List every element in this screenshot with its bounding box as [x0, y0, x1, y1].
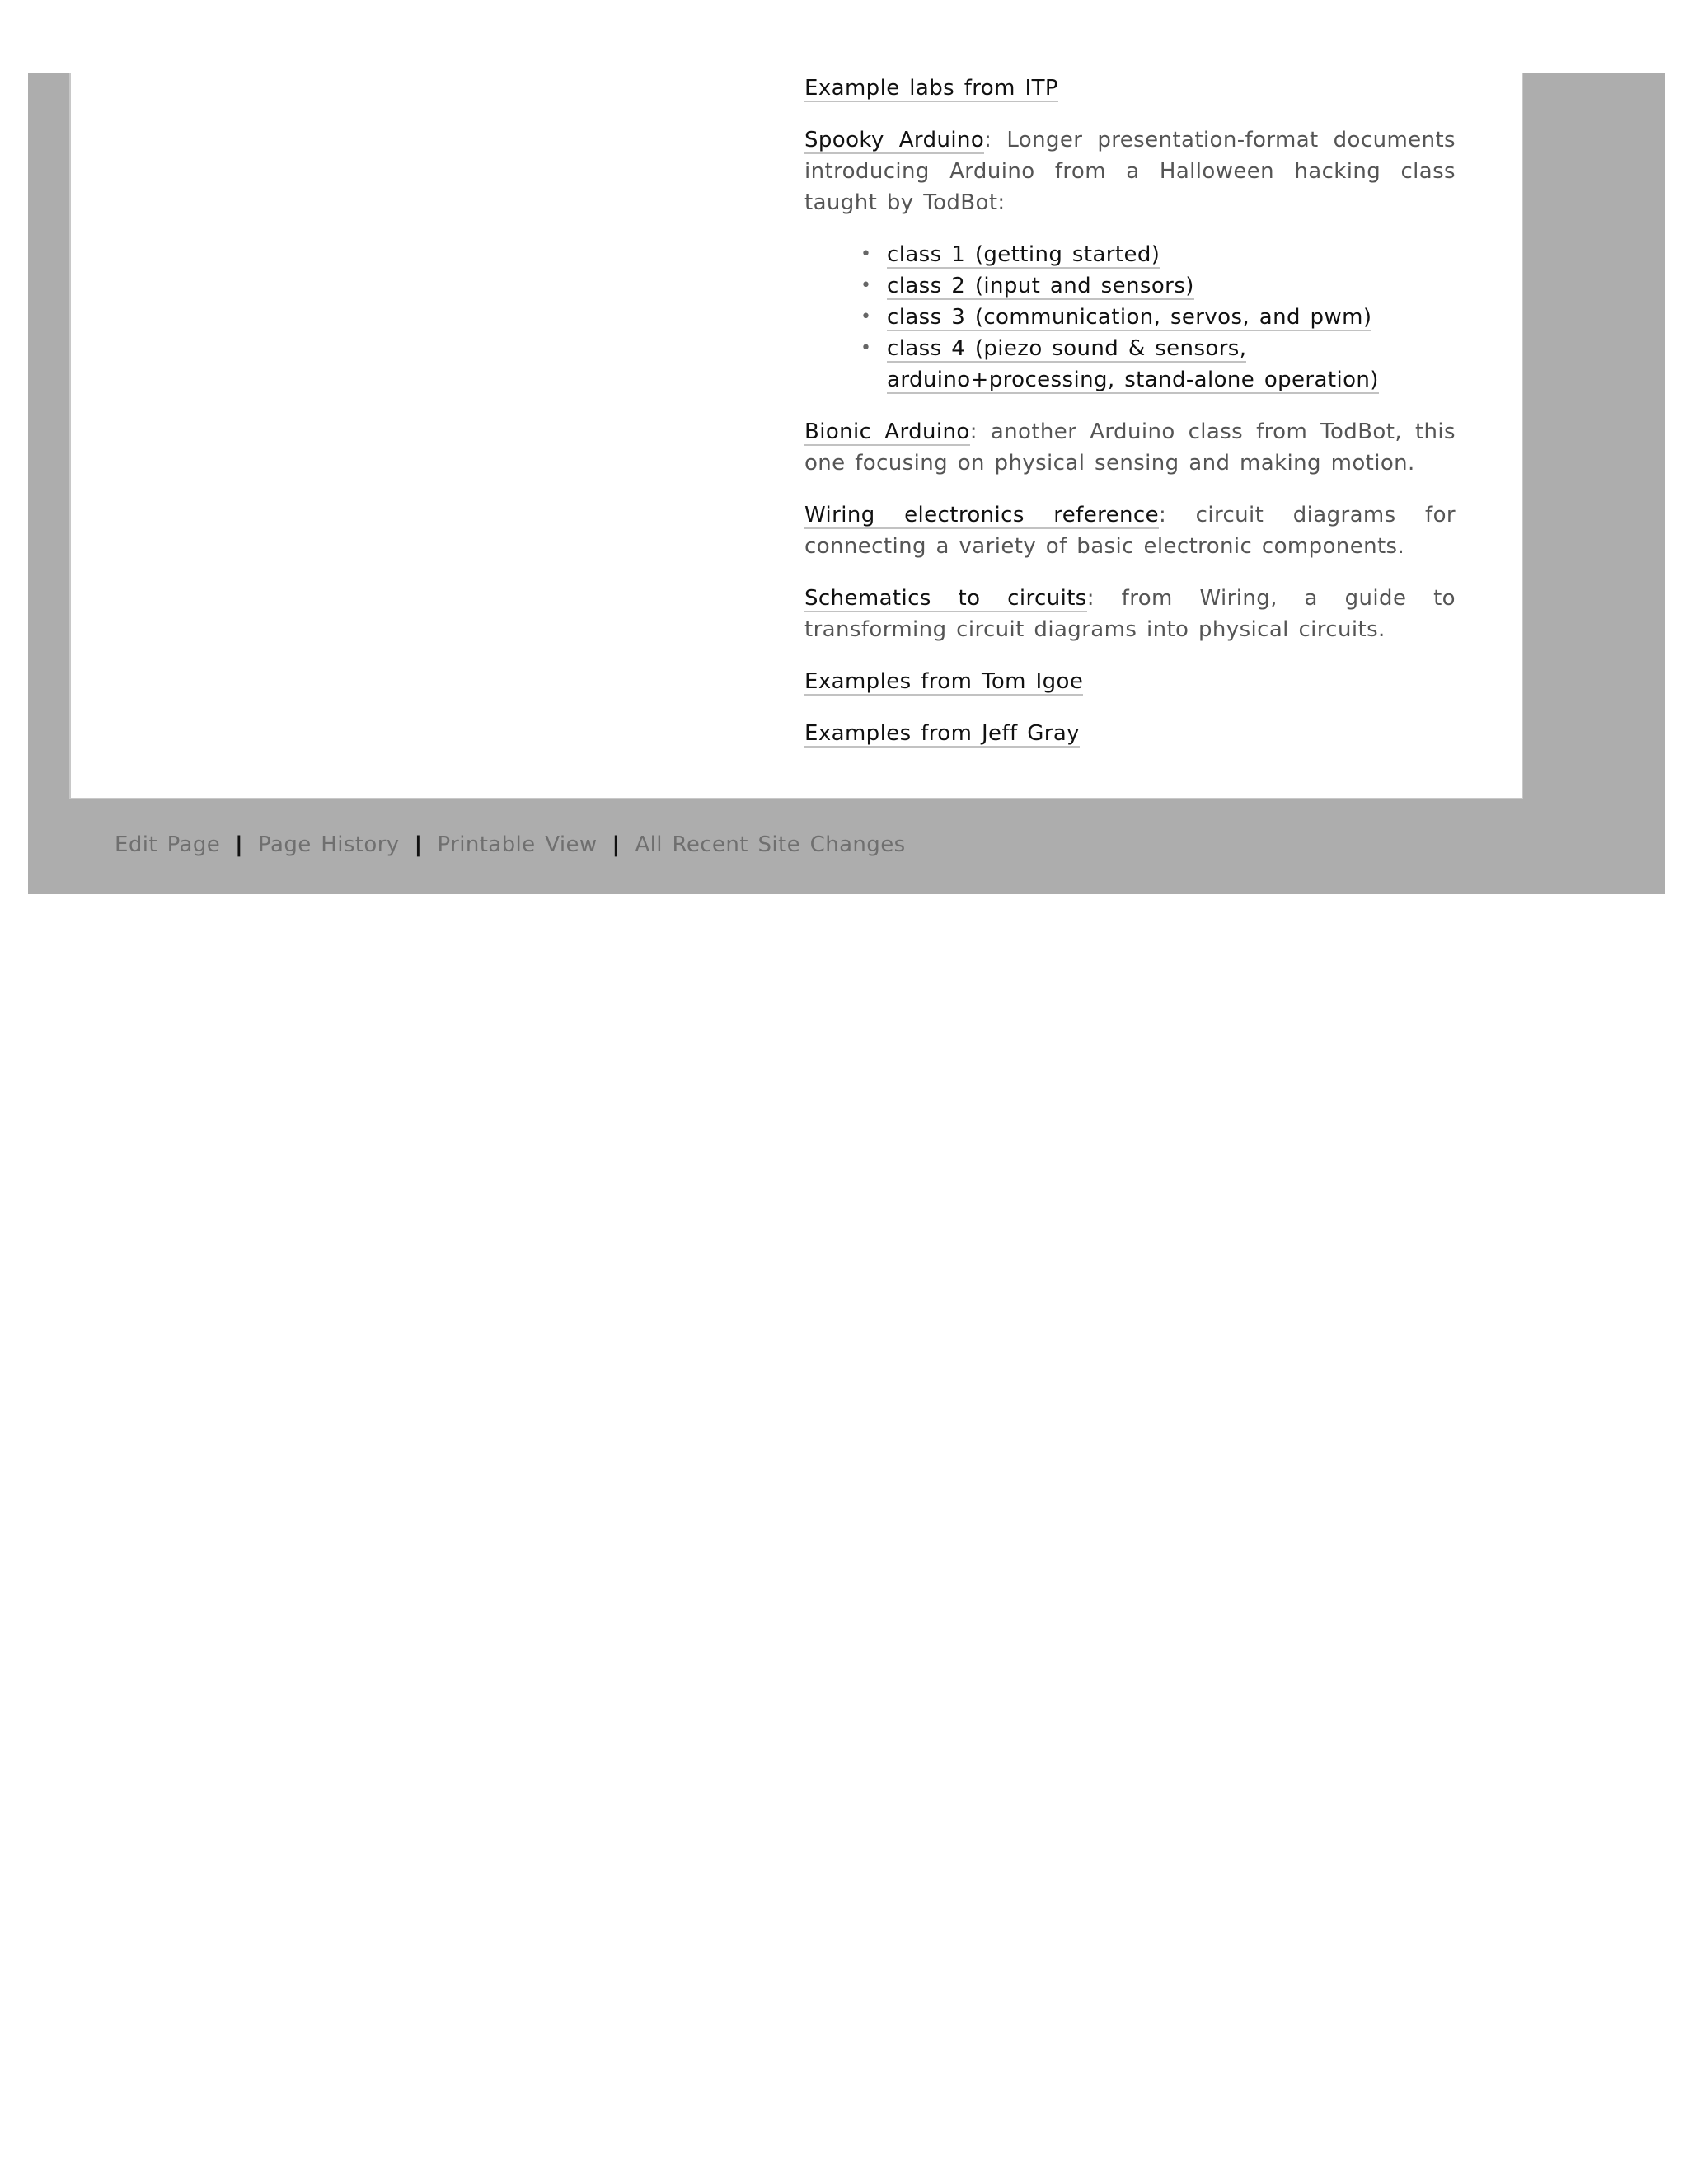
class-4-link[interactable]: class 4 (piezo sound & sensors, arduino+processing, stand-alone operation) — [887, 336, 1379, 392]
bullet-icon: • — [860, 244, 872, 265]
wiring-description: : circuit diagrams for connecting a variety of basic electronic components. — [804, 503, 1456, 559]
spooky-paragraph — [804, 124, 1456, 218]
bullet-icon: • — [860, 275, 872, 296]
class-2-link[interactable]: class 2 (input and sensors) — [887, 274, 1194, 298]
jeff-gray-paragraph — [804, 718, 1456, 749]
schematics-description: : from Wiring, a guide to transforming circuit diagrams into physical circuits. — [804, 586, 1456, 642]
spooky-description: : Longer presentation-format documents introducing Arduino from a Halloween hacking class taught by TodBot: — [804, 128, 1456, 215]
wiring-paragraph — [804, 499, 1456, 562]
class-list — [804, 239, 1456, 396]
bullet-icon: • — [860, 307, 872, 327]
class-3-link[interactable]: class 3 (communication, servos, and pwm) — [887, 305, 1372, 330]
wiring-reference-link[interactable]: Wiring electronics reference — [804, 503, 1160, 527]
bionic-description: : another Arduino class from TodBot, this one focusing on physical sensing and making motion. — [804, 419, 1456, 476]
page-history-link[interactable]: Page History — [258, 832, 400, 857]
schematics-paragraph — [804, 583, 1456, 645]
class-1-link[interactable]: class 1 (getting started) — [887, 242, 1160, 267]
spooky-arduino-link[interactable]: Spooky Arduino — [804, 128, 985, 152]
jeff-gray-link[interactable]: Examples from Jeff Gray — [804, 721, 1080, 746]
itp-paragraph — [804, 73, 1456, 104]
recent-changes-link[interactable]: All Recent Site Changes — [635, 832, 906, 857]
tom-igoe-paragraph — [804, 666, 1456, 697]
itp-labs-link[interactable]: Example labs from ITP — [804, 76, 1058, 101]
bionic-arduino-link[interactable]: Bionic Arduino — [804, 419, 970, 444]
separator: | — [414, 832, 423, 857]
main-content — [804, 73, 1456, 770]
separator: | — [235, 832, 244, 857]
footer-actions — [115, 829, 906, 860]
edit-page-link[interactable]: Edit Page — [115, 832, 221, 857]
tom-igoe-link[interactable]: Examples from Tom Igoe — [804, 669, 1084, 694]
list-item — [860, 302, 1456, 333]
list-item — [860, 239, 1456, 270]
list-item — [860, 333, 1456, 396]
separator: | — [612, 832, 621, 857]
schematics-link[interactable]: Schematics to circuits — [804, 586, 1087, 611]
printable-view-link[interactable]: Printable View — [437, 832, 598, 857]
list-item — [860, 270, 1456, 302]
bullet-icon: • — [860, 338, 872, 359]
bionic-paragraph — [804, 416, 1456, 479]
